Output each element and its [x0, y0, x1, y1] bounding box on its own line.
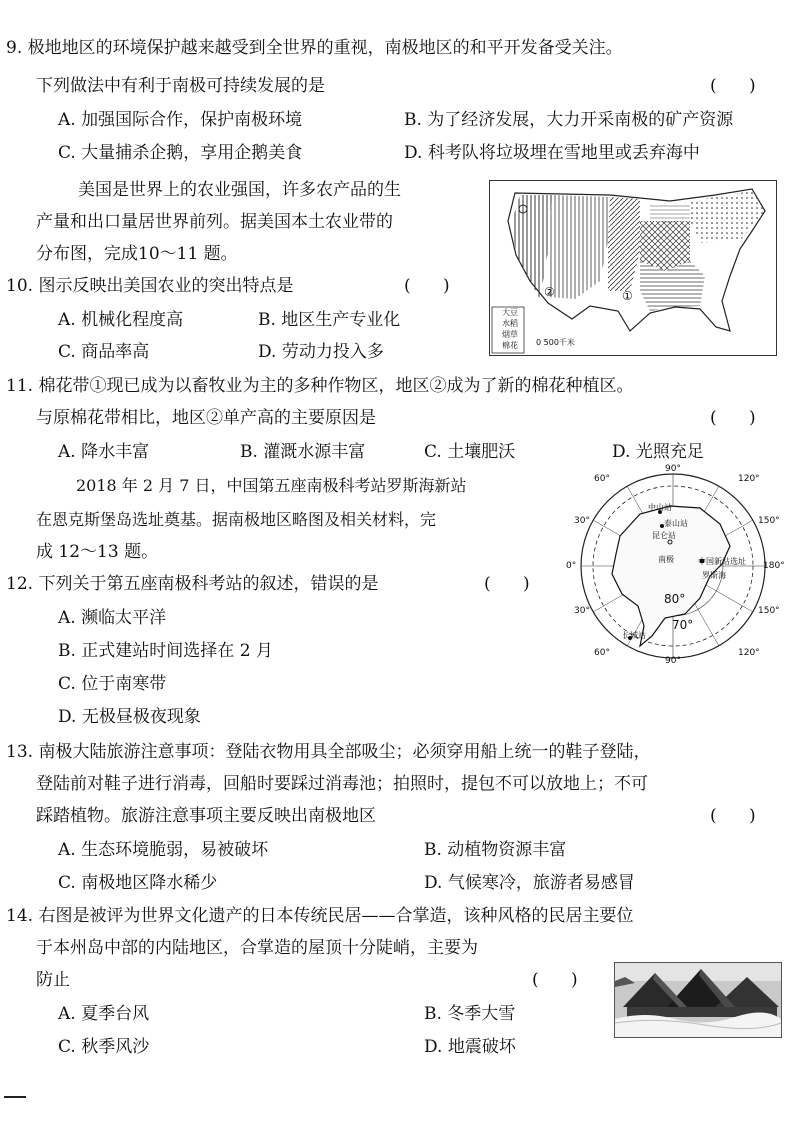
antarctica-map: 90° 90° 120° 120° 60° 60° 150° 150° 30° 30° 0° 180° 80° 70° 中山站 泰山站 昆仑站 南极 中国新站选址 罗斯海 长城站 — [566, 464, 785, 666]
q9-stem-line2: 下列做法中有利于南极可持续发展的是 — [36, 76, 325, 96]
intro10-line1: 美国是世界上的农业强国，许多农产品的生 — [78, 180, 401, 200]
us-agriculture-map — [489, 180, 777, 356]
intro10-line2: 产量和出口量居世界前列。据美国本土农业带的 — [36, 212, 393, 232]
q13-option-b: B. 动植物资源丰富 — [424, 840, 567, 860]
q14-stem-line1: 14. 右图是被评为世界文化遗产的日本传统民居——合掌造，该种风格的民居主要位 — [6, 906, 634, 926]
q11-option-c: C. 土壤肥沃 — [424, 442, 516, 462]
q14-option-c: C. 秋季风沙 — [58, 1037, 150, 1057]
q13-stem-line3: 踩踏植物。旅游注意事项主要反映出南极地区 — [36, 806, 376, 826]
map-scale: 0 500千米 — [536, 338, 575, 347]
q10-option-b: B. 地区生产专业化 — [258, 310, 401, 330]
intro12-line1: 2018 年 2 月 7 日，中国第五座南极科考站罗斯海新站 — [76, 476, 467, 495]
great-lakes-zone — [650, 203, 690, 223]
q11-option-a: A. 降水丰富 — [58, 442, 150, 462]
new-station-site-label: 中国新站选址 — [698, 557, 746, 566]
q12-stem: 12. 下列关于第五座南极科考站的叙述，错误的是 — [6, 574, 379, 594]
region-2-marker: ② — [544, 285, 555, 299]
q14-option-a: A. 夏季台风 — [58, 1004, 150, 1024]
q14-stem-line2: 于本州岛中部的内陆地区，合掌造的屋顶十分陡峭，主要为 — [36, 938, 478, 958]
cotton-belt-zone — [640, 261, 705, 311]
q9-option-d: D. 科考队将垃圾埋在雪地里或丢弃海中 — [404, 143, 700, 163]
q13-stem-line2: 登陆前对鞋子进行消毒，回船时要踩过消毒池；拍照时，提包不可以放地上；不可 — [36, 774, 648, 794]
legend-rice: 水稻 — [502, 319, 518, 328]
q13-option-a: A. 生态环境脆弱，易被破坏 — [58, 840, 269, 860]
intro10-line3: 分布图，完成10～11 题。 — [36, 244, 238, 264]
zhongshan-station-label: 中山站 — [648, 503, 672, 512]
legend-cotton: 棉花 — [502, 341, 518, 350]
q9-stem-line1: 9. 极地地区的环境保护越来越受到全世界的重视，南极地区的和平开发备受关注。 — [6, 38, 623, 58]
q9-option-c: C. 大量捕杀企鹅，享用企鹅美食 — [58, 143, 303, 163]
q10-option-d: D. 劳动力投入多 — [258, 342, 384, 362]
q11-stem-line1: 11. 棉花带①现已成为以畜牧业为主的多种作物区，地区②成为了新的棉花种植区。 — [6, 376, 634, 396]
q12-answer-paren: ( ) — [484, 574, 530, 594]
q10-answer-paren: ( ) — [404, 276, 450, 296]
page-footer-rule — [4, 1096, 26, 1098]
q14-option-d: D. 地震破坏 — [424, 1037, 516, 1057]
kunlun-station-label: 昆仑站 — [652, 531, 676, 540]
q14-stem-line3: 防止 — [36, 970, 70, 990]
intro12-line3: 成 12～13 题。 — [36, 542, 159, 562]
q10-option-c: C. 商品率高 — [58, 342, 150, 362]
legend-tobacco: 烟草 — [502, 330, 518, 339]
q9-answer-paren: ( ) — [710, 76, 756, 96]
q10-stem: 10. 图示反映出美国农业的突出特点是 — [6, 276, 294, 296]
corn-belt-zone — [640, 221, 690, 271]
south-pole-label: 南极 — [658, 555, 674, 564]
q9-option-b: B. 为了经济发展，大力开采南极的矿产资源 — [404, 110, 734, 130]
q11-option-d: D. 光照充足 — [612, 442, 704, 462]
changcheng-station-label: 长城站 — [622, 631, 646, 640]
q9-option-a: A. 加强国际合作，保护南极环境 — [58, 110, 303, 130]
q13-answer-paren: ( ) — [710, 806, 756, 826]
q11-stem-line2: 与原棉花带相比，地区②单产高的主要原因是 — [36, 408, 376, 428]
q13-option-d: D. 气候寒冷，旅游者易感冒 — [424, 873, 635, 893]
q12-option-d: D. 无极昼极夜现象 — [58, 707, 201, 727]
gassho-zukuri-photo — [614, 962, 782, 1038]
taishan-station-label: 泰山站 — [664, 519, 688, 528]
q12-option-c: C. 位于南寒带 — [58, 674, 167, 694]
ross-sea-label: 罗斯海 — [702, 571, 726, 580]
q14-answer-paren: ( ) — [532, 970, 578, 990]
legend-soybean: 大豆 — [502, 308, 518, 317]
q11-answer-paren: ( ) — [710, 408, 756, 428]
q10-option-a: A. 机械化程度高 — [58, 310, 184, 330]
q11-option-b: B. 灌溉水源丰富 — [240, 442, 366, 462]
region-1-marker: ① — [622, 289, 633, 303]
q12-option-a: A. 濒临太平洋 — [58, 608, 167, 628]
q13-stem-line1: 13. 南极大陆旅游注意事项：登陆衣物用具全部吸尘；必须穿用船上统一的鞋子登陆， — [6, 742, 651, 762]
intro12-line2: 在恩克斯堡岛选址奠基。据南极地区略图及相关材料，完 — [36, 510, 437, 529]
q14-option-b: B. 冬季大雪 — [424, 1004, 516, 1024]
q13-option-c: C. 南极地区降水稀少 — [58, 873, 218, 893]
q12-option-b: B. 正式建站时间选择在 2 月 — [58, 641, 273, 661]
